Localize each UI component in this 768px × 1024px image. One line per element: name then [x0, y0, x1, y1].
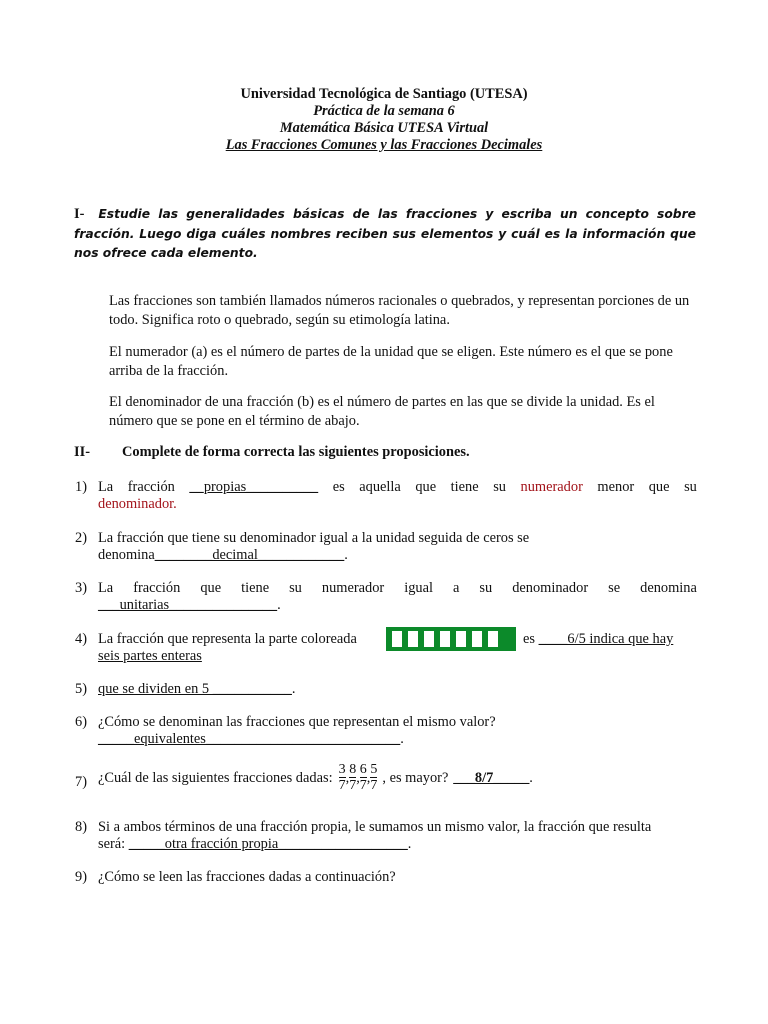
question-5-line	[98, 680, 697, 698]
text: será:	[98, 836, 126, 852]
word: que	[648, 479, 670, 495]
word: menor	[597, 479, 635, 495]
word: su	[479, 580, 493, 596]
question-6-line-1: ¿Cómo se denominan las fracciones que representan el mismo valor?	[98, 714, 496, 730]
question-number: 1)	[75, 479, 87, 495]
question-number: 7)	[75, 774, 87, 790]
section-1-text: Estudie las generalidades básicas de las fracciones y escriba un concepto sobre fracción. Luego diga cuáles nombres reciben sus elementos y cuál es la información que nos ofrece cada elemento.	[74, 207, 696, 260]
word: tiene	[450, 479, 479, 495]
course-name: Matemática Básica UTESA Virtual	[279, 120, 489, 136]
question-1-line-1	[98, 478, 697, 496]
fraction	[370, 762, 377, 793]
practice-title: Práctica de la semana 6	[313, 103, 455, 119]
question-4-line-2: seis partes enteras	[98, 648, 202, 664]
text: es	[523, 631, 535, 647]
question-3-line-2	[98, 596, 697, 614]
document-header	[0, 86, 768, 154]
answer-paragraph-2: El numerador (a) es el número de partes de la unidad que se eligen. Este número es el que se pone arriba de la fracción.	[109, 344, 673, 379]
denominator: 7	[338, 778, 346, 793]
question-4-answer	[523, 630, 673, 648]
word: La	[98, 580, 114, 596]
word: a	[453, 580, 460, 596]
section-1-instruction	[74, 205, 696, 264]
numerator: 8	[349, 762, 357, 777]
text: .	[344, 547, 348, 563]
word: aquella	[359, 479, 401, 495]
text: , es mayor?	[382, 769, 449, 786]
numerator: 6	[359, 762, 367, 777]
word: su	[684, 479, 697, 495]
word: se	[608, 580, 621, 596]
word: su	[289, 580, 302, 596]
highlighted-word: numerador	[520, 479, 583, 495]
section-2-heading	[74, 444, 470, 461]
question-number: 8)	[75, 819, 87, 835]
denominator: 7	[359, 778, 367, 793]
numerator: 5	[370, 762, 378, 777]
answer-blank: ___unitarias_______________	[98, 597, 278, 613]
university-name: Universidad Tecnológica de Santiago (UTESA)	[240, 86, 528, 102]
word: denomina	[640, 580, 697, 596]
word: igual	[404, 580, 433, 596]
answer-blank: __propias__________	[189, 479, 319, 495]
text: .	[291, 681, 296, 697]
bar-segment	[392, 631, 402, 647]
fraction	[349, 762, 356, 793]
question-9-line-1: ¿Cómo se leen las fracciones dadas a continuación?	[98, 869, 396, 885]
word: su	[493, 479, 506, 495]
word: que	[415, 479, 437, 495]
question-8-line-2	[98, 835, 697, 853]
text: .	[407, 836, 412, 852]
word: numerador	[321, 580, 385, 596]
word: es	[332, 479, 345, 495]
answer-blank: _____equivalentes___________________________	[98, 731, 401, 747]
question-6-line-2	[98, 730, 697, 748]
text: denomina	[98, 547, 155, 563]
question-number: 9)	[75, 869, 87, 885]
section-1-number: I-	[74, 206, 85, 222]
question-2-line-1: La fracción que tiene su denominador igual a la unidad seguida de ceros se	[98, 530, 530, 546]
question-number: 6)	[75, 714, 87, 730]
bar-segment	[408, 631, 418, 647]
question-3-line-1	[98, 579, 697, 597]
answer-blank: _____otra fracción propia__________________	[128, 836, 408, 852]
section-2-title: Complete de forma correcta las siguientes proposiciones.	[122, 444, 470, 460]
answer-paragraph-1: Las fracciones son también llamados números racionales o quebrados, y representan porciones de un todo. Significa roto o quebrado, según su etimología latina.	[109, 293, 690, 328]
denominator: 7	[370, 778, 378, 793]
fraction	[339, 762, 346, 793]
section-2-number: II-	[74, 444, 90, 460]
text: ¿Cuál de las siguientes fracciones dadas:	[98, 769, 333, 786]
answer-blank: ____6/5 indica que hay	[538, 631, 674, 647]
question-4-text: La fracción que representa la parte coloreada	[98, 631, 357, 647]
word: denominador	[512, 580, 589, 596]
numerator: 3	[338, 762, 346, 777]
bar-segment	[440, 631, 450, 647]
topic-title: Las Fracciones Comunes y las Fracciones Decimales	[225, 137, 543, 153]
answer-blank: que se dividen en 5 ___________	[98, 681, 292, 697]
denominator: 7	[349, 778, 357, 793]
bar-segment	[456, 631, 466, 647]
word: tiene	[241, 580, 270, 596]
bar-segment	[424, 631, 434, 647]
word: fracción	[127, 479, 175, 495]
word: La	[98, 479, 114, 495]
fraction	[360, 762, 367, 793]
colored-fraction-bar	[386, 627, 516, 651]
answer-paragraph-3: El denominador de una fracción (b) es el número de partes en las que se divide la unidad. Es el número que se pone en el término de abajo.	[109, 394, 655, 429]
question-8-line-1: Si a ambos términos de una fracción propia, le sumamos un mismo valor, la fracción que resulta	[98, 819, 652, 835]
bar-segment	[488, 631, 498, 647]
question-1-line-2: denominador.	[98, 496, 177, 512]
question-number: 3)	[75, 580, 87, 596]
bar-segment	[472, 631, 482, 647]
word: fracción	[133, 580, 181, 596]
text: .	[529, 769, 533, 786]
answer-blank: ___8/7_____	[453, 769, 530, 786]
question-number: 4)	[75, 631, 87, 647]
text: .	[400, 731, 404, 747]
question-2-line-2	[98, 546, 697, 564]
question-7-line: ¿Cuál de las siguientes fracciones dadas: $\frac{3}{7}$ , $\frac{8}{7}$ , $\frac{6}{7}$ , $\frac{5}{7}$ , es mayor? ___8/7_____ .	[98, 762, 533, 793]
word: que	[200, 580, 222, 596]
text: .	[277, 597, 281, 613]
question-number: 5)	[75, 681, 87, 697]
answer-blank: ________decimal____________	[154, 547, 345, 563]
question-number: 2)	[75, 530, 87, 546]
